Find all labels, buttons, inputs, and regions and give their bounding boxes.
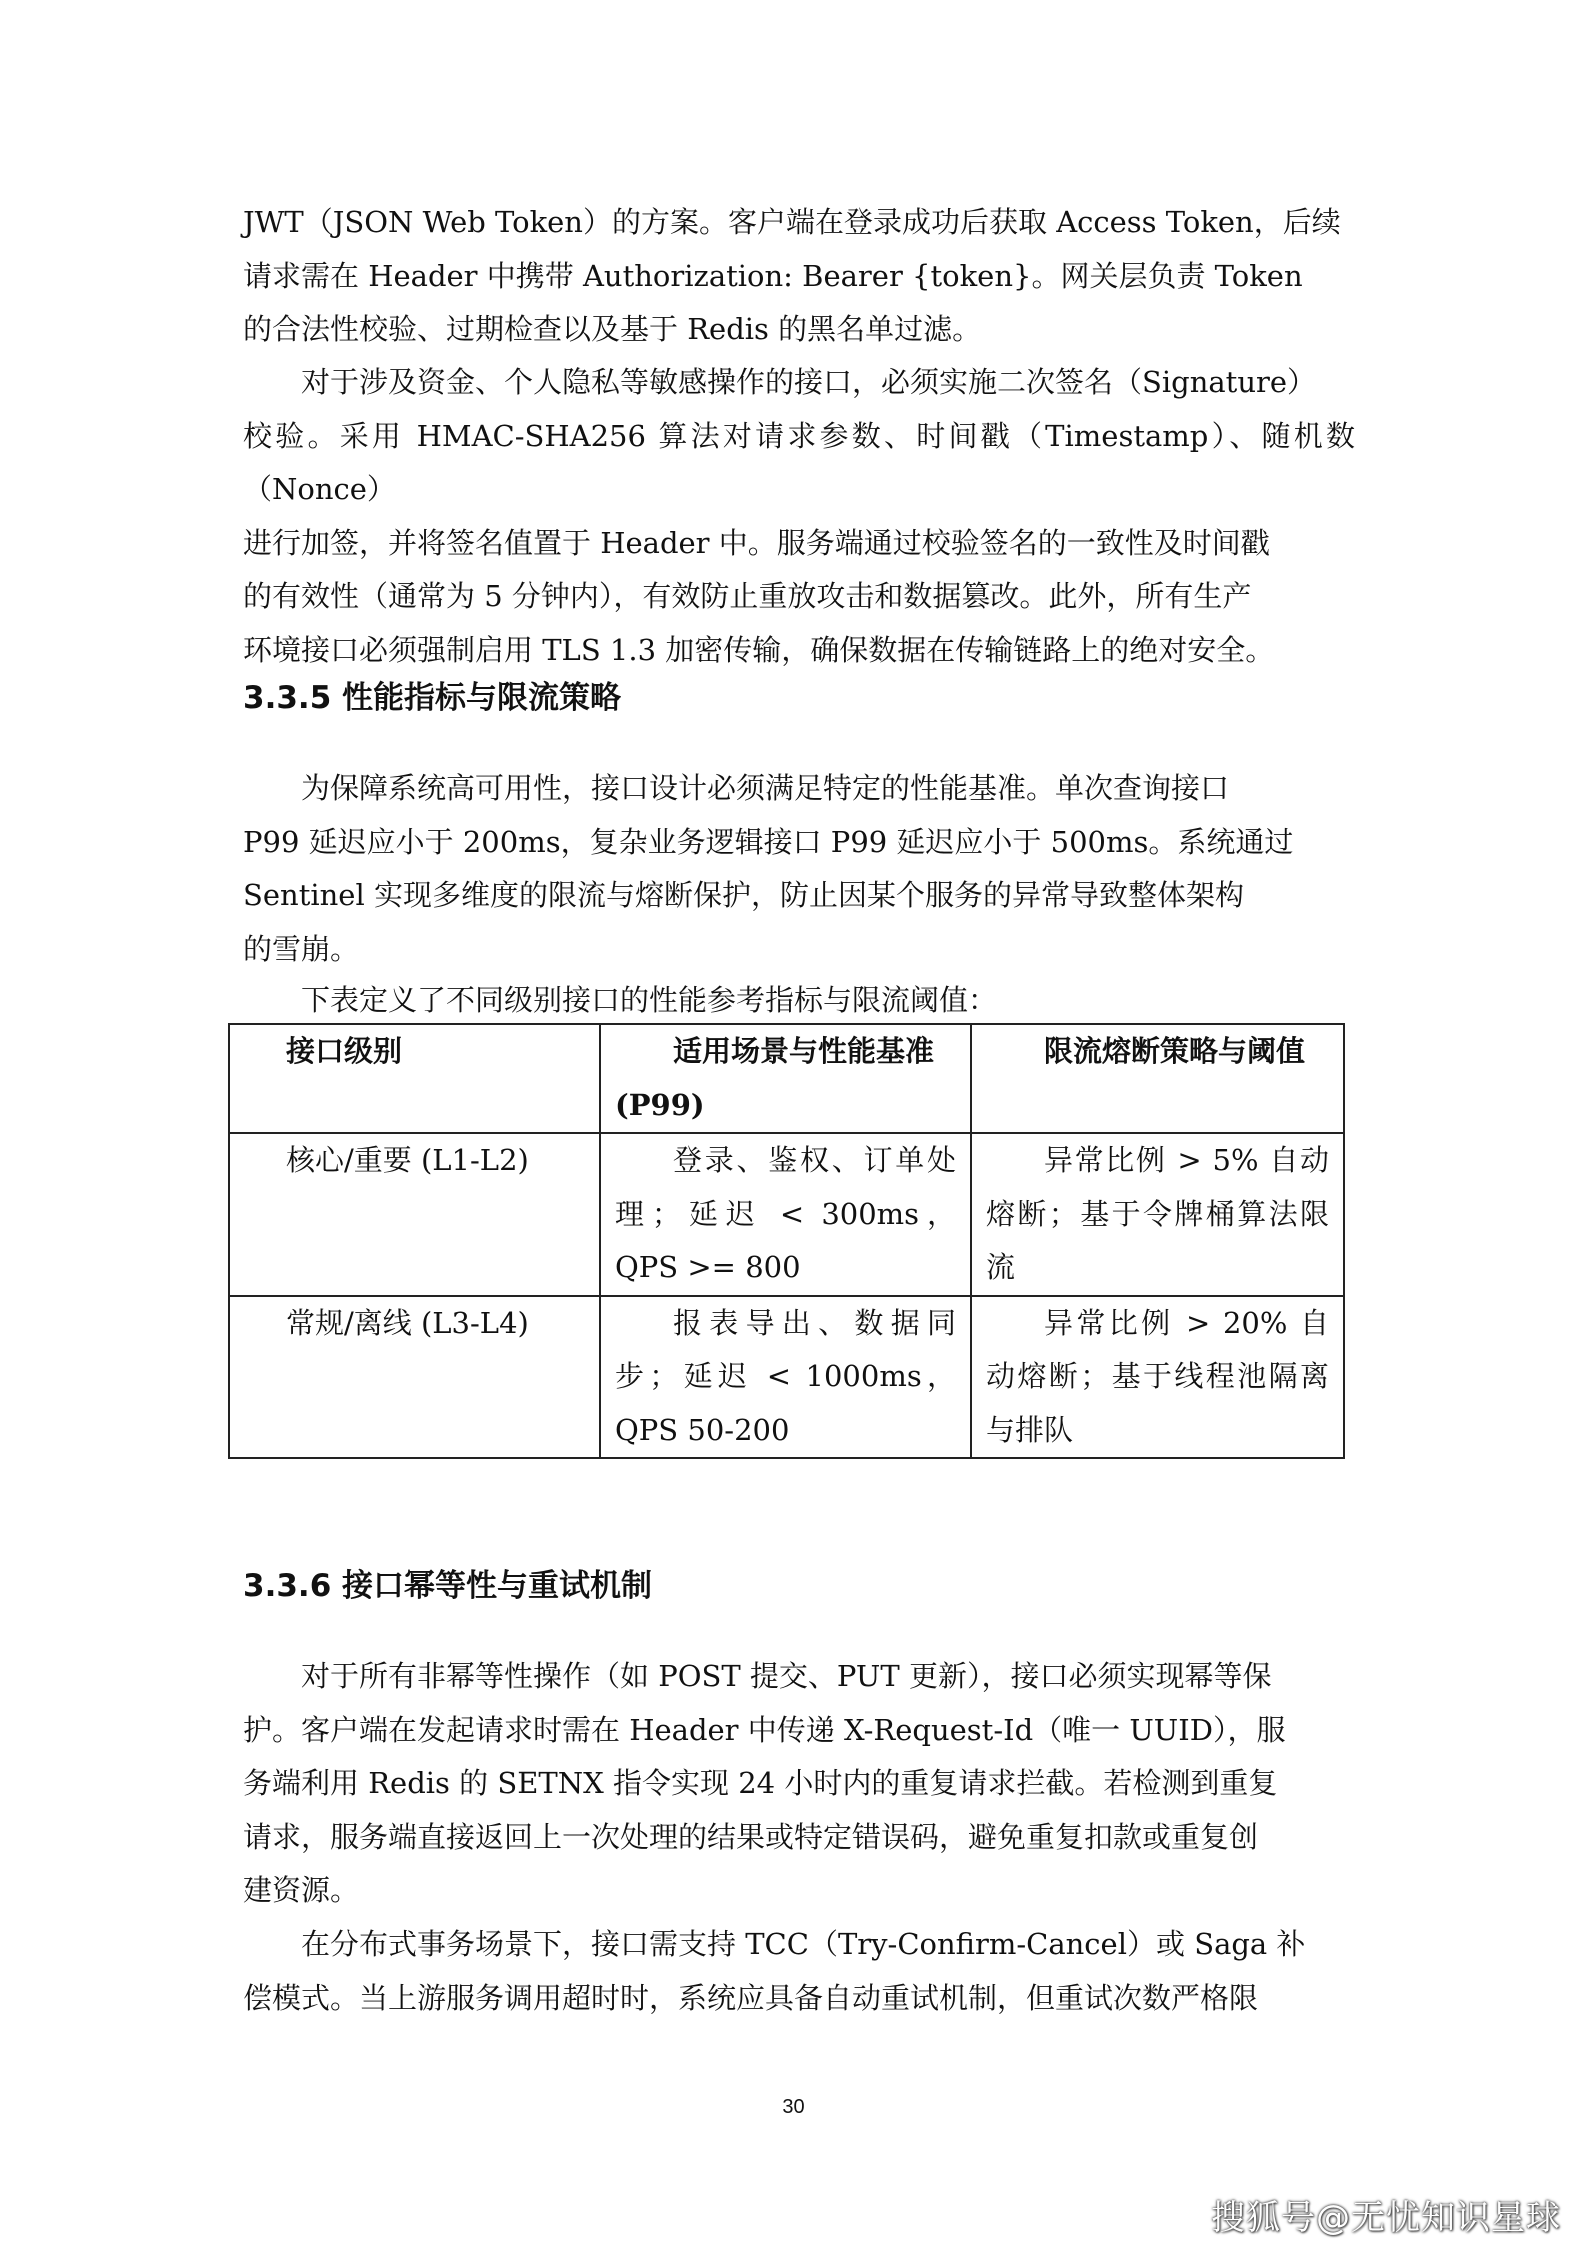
text-line: 的雪崩。 (243, 931, 360, 966)
table-cell-level: 核心/重要 (L1-L2) (229, 1133, 600, 1296)
text-line: 请求需在 Header 中携带 Authorization: Bearer {token}。网关层负责 Token (243, 258, 1303, 293)
text-line: Sentinel 实现多维度的限流与熔断保护，防止因某个服务的异常导致整体架构 (243, 878, 1244, 912)
paragraph-jwt (243, 196, 1355, 357)
paragraph-performance (243, 762, 1355, 976)
text-line: 务端利用 Redis 的 SETNX 指令实现 24 小时内的重复请求拦截。若检测到重复 (243, 1766, 1278, 1800)
paragraph-distributed-transaction (243, 1918, 1355, 2025)
text-line: JWT（JSON Web Token）的方案。客户端在登录成功后获取 Access Token，后续 (243, 205, 1341, 239)
performance-table (228, 1023, 1345, 1459)
table-cell-strategy: 异常比例 > 20% 自动熔断；基于线程池隔离与排队 (971, 1296, 1344, 1459)
section-heading-3-3-6: 3.3.6 接口幂等性与重试机制 (243, 1568, 653, 1604)
text-line: 环境接口必须强制启用 TLS 1.3 加密传输，确保数据在传输链路上的绝对安全。 (243, 632, 1275, 667)
text-line: 的合法性校验、过期检查以及基于 Redis 的黑名单过滤。 (243, 312, 982, 346)
text-line: 对于涉及资金、个人隐私等敏感操作的接口，必须实施二次签名（Signature） (301, 365, 1317, 399)
text-line: 校验。采用 HMAC-SHA256 算法对请求参数、时间戳（Timestamp）、随机数（Nonce） (243, 418, 1355, 506)
table-row (229, 1133, 1344, 1296)
page-number: 30 (782, 2096, 805, 2118)
paragraph-idempotency (243, 1650, 1355, 1918)
column-header-scenario: 适用场景与性能基准 (P99) (600, 1024, 971, 1133)
section-heading-3-3-5: 3.3.5 性能指标与限流策略 (243, 680, 622, 716)
table-header-row (229, 1024, 1344, 1133)
table-row (229, 1296, 1344, 1459)
text-line: 偿模式。当上游服务调用超时时，系统应具备自动重试机制，但重试次数严格限 (243, 1980, 1259, 2015)
text-line: 建资源。 (243, 1873, 360, 1907)
text-line: 对于所有非幂等性操作（如 POST 提交、PUT 更新），接口必须实现幂等保 (301, 1659, 1272, 1693)
table-cell-strategy: 异常比例 > 5% 自动熔断；基于令牌桶算法限流 (971, 1133, 1344, 1296)
table-cell-scenario: 报表导出、数据同步；延迟 < 1000ms，QPS 50-200 (600, 1296, 971, 1459)
column-header-level: 接口级别 (229, 1024, 600, 1133)
text-line: 请求，服务端直接返回上一次处理的结果或特定错误码，避免重复扣款或重复创 (243, 1819, 1259, 1854)
text-line: 的有效性（通常为 5 分钟内），有效防止重放攻击和数据篡改。此外，所有生产 (243, 579, 1252, 613)
column-header-strategy: 限流熔断策略与阈值 (971, 1024, 1344, 1133)
table-caption: 下表定义了不同级别接口的性能参考指标与限流阈值： (301, 983, 998, 1017)
paragraph-signature (243, 356, 1355, 677)
text-line: 在分布式事务场景下，接口需支持 TCC（Try-Confirm-Cancel）或 Saga 补 (301, 1927, 1306, 1961)
watermark: 搜狐号@无忧知识星球 (1211, 2198, 1561, 2238)
text-line: 进行加签，并将签名值置于 Header 中。服务端通过校验签名的一致性及时间戳 (243, 525, 1270, 560)
table-cell-level: 常规/离线 (L3-L4) (229, 1296, 600, 1459)
text-line: 护。客户端在发起请求时需在 Header 中传递 X-Request-Id（唯一 UUID），服 (243, 1712, 1286, 1747)
text-line: P99 延迟应小于 200ms，复杂业务逻辑接口 P99 延迟应小于 500ms。系统通过 (243, 824, 1294, 859)
table-cell-scenario: 登录、鉴权、订单处理；延迟 < 300ms，QPS >= 800 (600, 1133, 971, 1296)
text-line: 为保障系统高可用性，接口设计必须满足特定的性能基准。单次查询接口 (301, 771, 1230, 805)
